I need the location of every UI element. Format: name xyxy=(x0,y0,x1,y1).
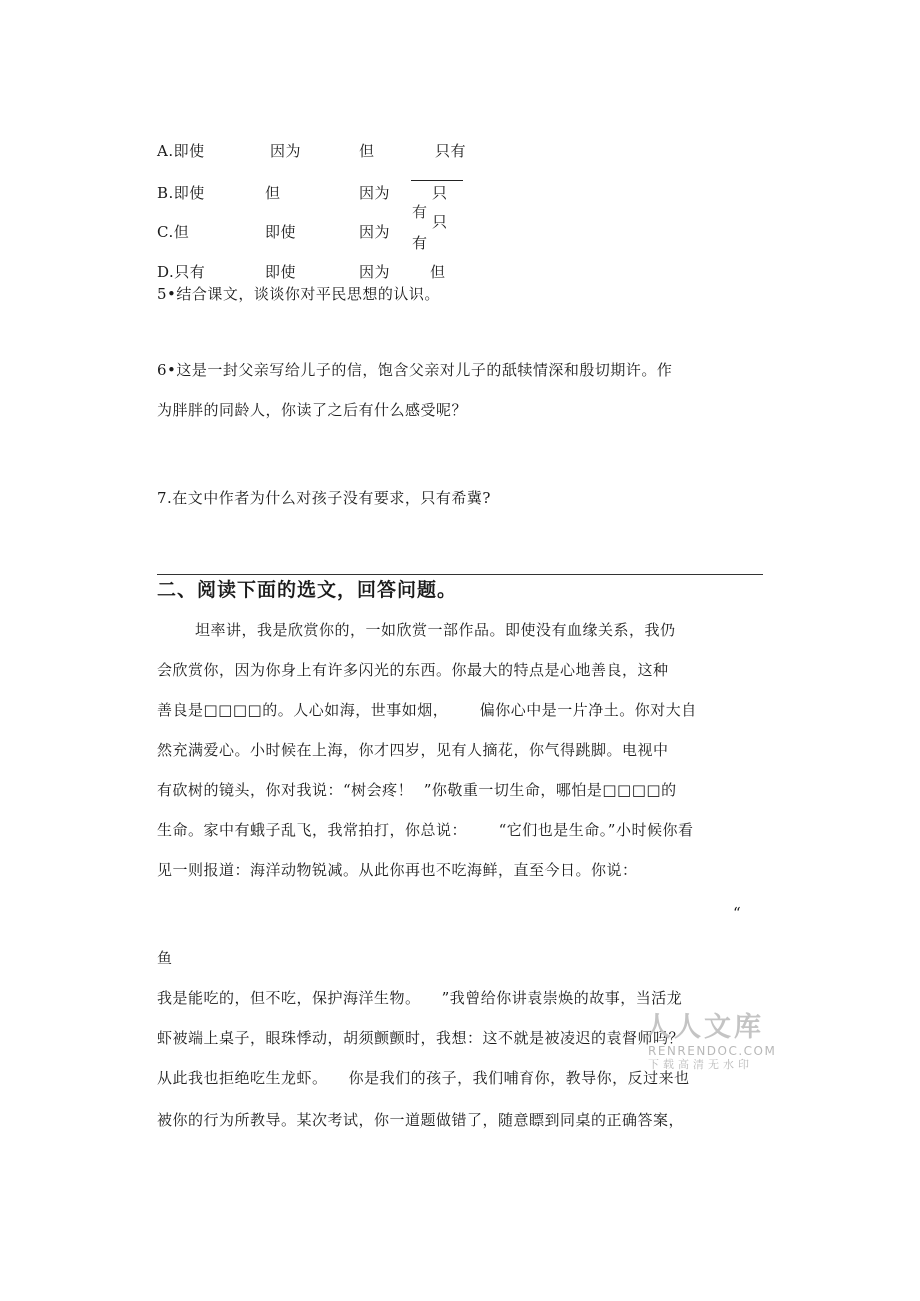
watermark-tagline: 下载高清无水印 xyxy=(648,1058,753,1071)
passage-line: 生命。家中有蛾子乱飞，我常拍打，你总说： “它们也是生命。”小时候你看 xyxy=(157,821,694,839)
option-d-choice-2: 即使 xyxy=(265,263,297,281)
option-a-choice-3: 但 xyxy=(359,142,375,160)
passage-quote-mark: “ xyxy=(733,904,742,922)
section-2-heading: 二、阅读下面的选文，回答问题。 xyxy=(157,579,458,601)
option-b-label: B.即使 xyxy=(157,184,205,202)
option-b-overflow-fragment: 有 xyxy=(412,203,428,221)
passage-line: 然充满爱心。小时候在上海，你才四岁，见有人摘花，你气得跳脚。电视中 xyxy=(157,741,669,759)
passage-line: 被你的行为所教导。某次考试，你一道题做错了，随意瞟到同桌的正确答案， xyxy=(157,1111,685,1129)
option-b-choice-4: 只 xyxy=(432,184,448,202)
question-6-line-2: 为胖胖的同龄人，你读了之后有什么感受呢？ xyxy=(157,401,468,419)
passage-line: 从此我也拒绝吃生龙虾。 你是我们的孩子，我们哺育你，教导你，反过来也 xyxy=(157,1069,690,1087)
option-d-choice-4: 但 xyxy=(430,263,446,281)
passage-line: 鱼 xyxy=(157,949,173,967)
passage-line: 有砍树的镜头，你对我说：“树会疼！ ”你敬重一切生命，哪怕是□□□□的 xyxy=(157,781,677,799)
option-b-choice-3: 因为 xyxy=(359,184,391,202)
watermark-logo-text: 人人文库 xyxy=(644,1012,764,1043)
question-7: 7.在文中作者为什么对孩子没有要求，只有希冀? xyxy=(157,489,491,507)
answer-blank-line xyxy=(411,180,463,181)
option-c-overflow-fragment: 有 xyxy=(412,234,428,252)
passage-line: 我是能吃的，但不吃，保护海洋生物。 ”我曾给你讲袁崇焕的故事，当活龙 xyxy=(157,989,683,1007)
option-b-choice-2: 但 xyxy=(265,184,281,202)
passage-line: 善良是□□□□的。人心如海，世事如烟， 偏你心中是一片净土。你对大自 xyxy=(157,701,697,719)
question-5: 5•结合课文，谈谈你对平民思想的认识。 xyxy=(157,285,440,303)
passage-line: 会欣赏你，因为你身上有许多闪光的东西。你最大的特点是心地善良，这种 xyxy=(157,661,669,679)
option-c-label: C.但 xyxy=(157,223,190,241)
option-a-choice-4: 只有 xyxy=(435,142,467,160)
passage-line: 坦率讲，我是欣赏你的，一如欣赏一部作品。即使没有血缘关系，我仍 xyxy=(195,621,676,639)
option-a-label: A.即使 xyxy=(157,142,205,160)
option-c-choice-3: 因为 xyxy=(359,223,391,241)
watermark-url: RENRENDOC.COM xyxy=(648,1044,777,1058)
passage-line: 见一则报道：海洋动物锐减。从此你再也不吃海鲜，直至今日。你说： xyxy=(157,861,638,879)
question-6-line-1: 6•这是一封父亲写给儿子的信，饱含父亲对儿子的舐犊情深和殷切期许。作 xyxy=(157,361,673,379)
option-a-choice-2: 因为 xyxy=(270,142,302,160)
option-c-choice-4: 只 xyxy=(432,213,448,231)
option-d-label: D.只有 xyxy=(157,263,206,281)
option-d-choice-3: 因为 xyxy=(359,263,391,281)
renrendoc-watermark xyxy=(644,1012,784,1072)
option-c-choice-2: 即使 xyxy=(265,223,297,241)
passage-line: 虾被端上桌子，眼珠悸动，胡须颤颤时，我想：这不就是被凌迟的袁督师吗？ xyxy=(157,1029,685,1047)
section-divider xyxy=(157,574,763,575)
